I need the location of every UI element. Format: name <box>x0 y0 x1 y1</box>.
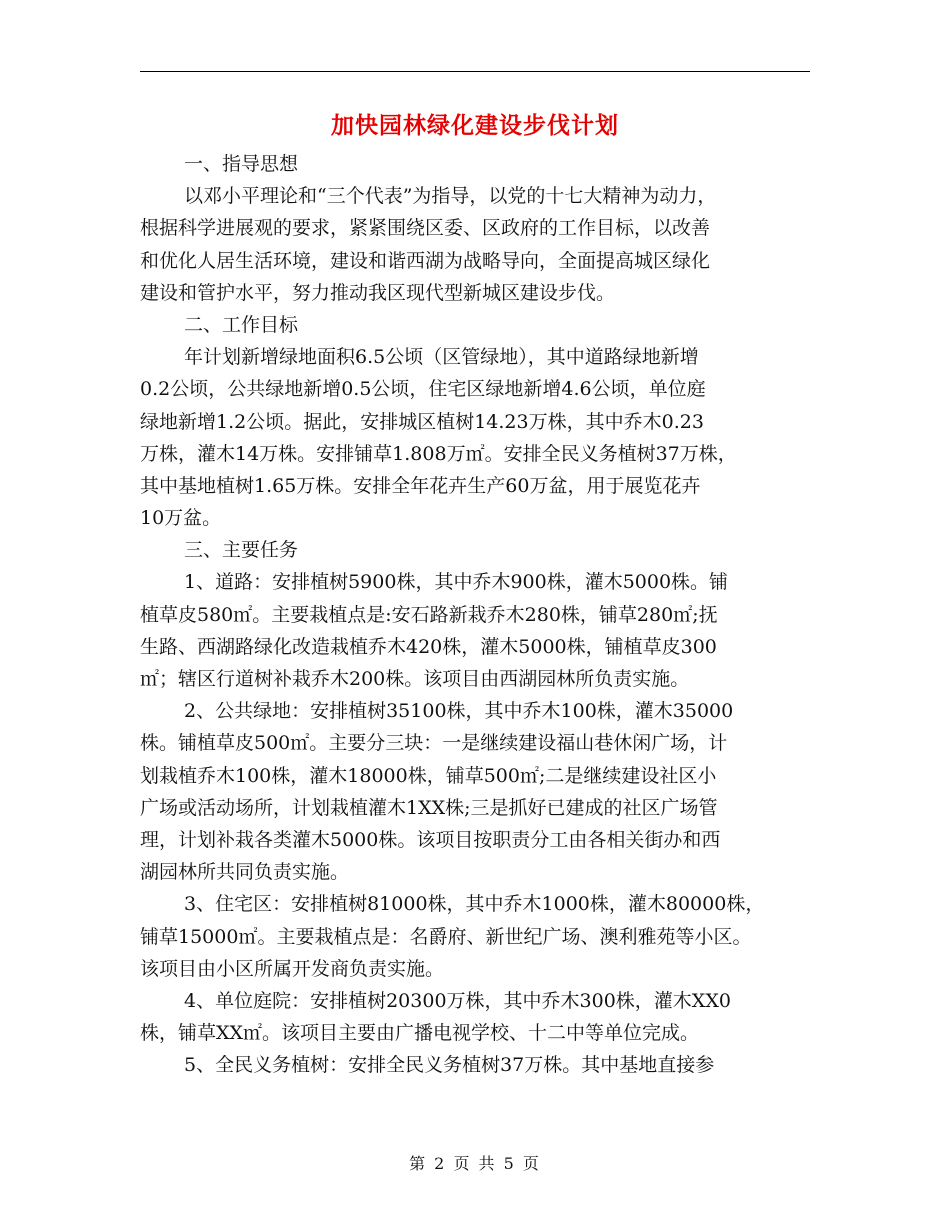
paragraph-line: 铺草15000㎡。主要栽植点是：名爵府、新世纪广场、澳利雅苑等小区。 <box>140 925 752 948</box>
paragraph-line: 0.2公顷，公共绿地新增0.5公顷，住宅区绿地新增4.6公顷，单位庭 <box>140 378 706 401</box>
paragraph-line: 绿地新增1.2公顷。据此，安排城区植树14.23万株，其中乔木0.23 <box>140 410 704 433</box>
paragraph-line: 湖园林所共同负责实施。 <box>140 861 350 884</box>
section-heading: 二、工作目标 <box>184 313 299 336</box>
paragraph-line: 4、单位庭院：安排植树20300万株，其中乔木300株，灌木XX0 <box>184 989 731 1012</box>
paragraph-line: 广场或活动场所，计划栽植灌木1XX株;三是抓好已建成的社区广场管 <box>140 796 718 819</box>
paragraph-line: 株。铺植草皮500㎡。主要分三块：一是继续建设福山巷休闲广场，计 <box>140 732 728 755</box>
paragraph-line: 1、道路：安排植树5900株，其中乔木900株，灌木5000株。铺 <box>184 571 729 594</box>
document-title: 加快园林绿化建设步伐计划 <box>331 112 619 139</box>
paragraph-line: 生路、西湖路绿化改造栽植乔木420株，灌木5000株，铺植草皮300 <box>140 635 717 658</box>
section-heading: 一、指导思想 <box>184 153 299 175</box>
page-number-footer: 第 2 页 共 5 页 <box>409 1154 541 1173</box>
header-rule <box>140 71 810 72</box>
paragraph-line: 和优化人居生活环境，建设和谐西湖为战略导向，全面提高城区绿化 <box>140 249 711 272</box>
paragraph-line: 其中基地植树1.65万株。安排全年花卉生产60万盆，用于展览花卉 <box>140 474 701 497</box>
paragraph-line: ㎡；辖区行道树补栽乔木200株。该项目由西湖园林所负责实施。 <box>140 668 690 690</box>
paragraph-line: 万株，灌木14万株。安排铺草1.808万㎡。安排全民义务植树37万株， <box>140 442 737 465</box>
paragraph-line: 5、全民义务植树：安排全民义务植树37万株。其中基地直接参 <box>184 1054 715 1077</box>
paragraph-line: 根据科学进展观的要求，紧紧围绕区委、区政府的工作目标，以改善 <box>140 217 711 240</box>
paragraph-line: 该项目由小区所属开发商负责实施。 <box>140 957 445 980</box>
paragraph-line: 10万盆。 <box>140 507 222 530</box>
paragraph-line: 2、公共绿地：安排植树35100株，其中乔木100株，灌木35000 <box>184 700 734 723</box>
paragraph-line: 株，铺草XX㎡。该项目主要由广播电视学校、十二中等单位完成。 <box>140 1022 700 1045</box>
paragraph-line: 以邓小平理论和“三个代表”为指导，以党的十七大精神为动力， <box>184 185 717 208</box>
section-heading: 三、主要任务 <box>184 539 299 562</box>
paragraph-line: 植草皮580㎡。主要栽植点是:安石路新栽乔木280株，铺草280㎡;抚 <box>140 603 718 626</box>
paragraph-line: 3、住宅区：安排植树81000株，其中乔木1000株，灌木80000株， <box>184 893 765 916</box>
paragraph-line: 建设和管护水平，努力推动我区现代型新城区建设步伐。 <box>140 281 616 304</box>
paragraph-line: 划栽植乔木100株，灌木18000株，铺草500㎡;二是继续建设社区小 <box>140 764 717 787</box>
document-body <box>140 148 820 1081</box>
paragraph-line: 理，计划补栽各类灌木5000株。该项目按职责分工由各相关街办和西 <box>140 828 721 851</box>
paragraph-line: 年计划新增绿地面积6.5公顷（区管绿地），其中道路绿地新增 <box>184 346 699 369</box>
